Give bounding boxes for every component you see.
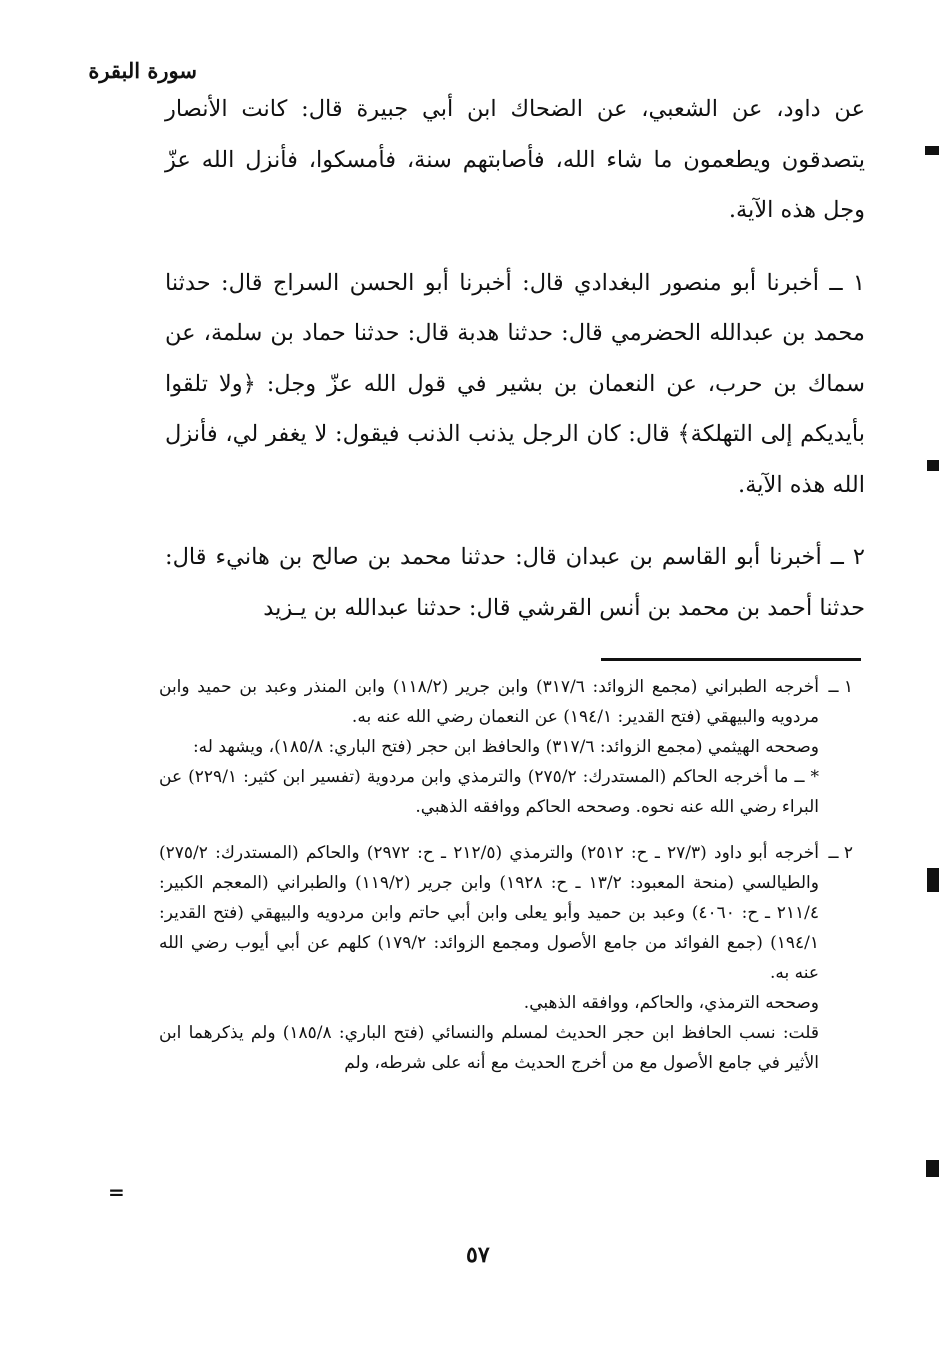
scan-edge-mark (926, 1160, 939, 1177)
footnote-line: أخرجه الطبراني (مجمع الزوائد: ٣١٧/٦) وابن جرير (١١٨/٢) وابن المنذر وعبد بن حميد وابن مردويه والبيهقي (فتح القدير: ١٩٤/١) عن النعمان رضي الله عنه به. (159, 677, 819, 727)
footnote-line: قلت: نسب الحافظ ابن حجر الحديث لمسلم والنسائي (فتح الباري: ١٨٥/٨) ولم يذكرهما ابن الأثير في جامع الأصول مع من أخرج الحديث مع أنه على شرطه، ولم (159, 1023, 819, 1073)
page-number: ٥٧ (466, 1242, 490, 1268)
scan-edge-mark (927, 460, 939, 471)
continuation-mark: = (108, 1180, 125, 1204)
scan-edge-mark (927, 868, 939, 892)
footnote (159, 672, 853, 822)
footnote-separator (601, 658, 861, 661)
body-paragraph: ٢ ــ أخبرنا أبو القاسم بن عبدان قال: حدثنا محمد بن صالح بن هانيء قال: حدثنا أحمد بن محمد بن أنس القرشي قال: حدثنا عبدالله بن يـزيد (165, 544, 865, 621)
running-header-title: سورة البقرة (88, 58, 197, 83)
footnote-line: وصححه الهيثمي (مجمع الزوائد: ٣١٧/٦) والحافظ ابن حجر (فتح الباري: ١٨٥/٨)، ويشهد له: (192, 737, 819, 757)
footnote-body (159, 838, 819, 1078)
footnotes (159, 672, 853, 1078)
footnote-line: * ــ ما أخرجه الحاكم (المستدرك: ٢٧٥/٢) والترمذي وابن مردوية (تفسير ابن كثير: ٢٢٩/١) عن البراء رضي الله عنه نحوه. وصححه الحاكم ووافقه الذهبي. (159, 767, 819, 817)
body-paragraph: عن داود، عن الشعبي، عن الضحاك ابن أبي جبيرة قال: كانت الأنصار يتصدقون ويطعمون ما شاء الله، فأصابتهم سنة، فأمسكوا، فأنزل الله عزّ وجل هذه الآية. (165, 96, 865, 223)
footnote-number: ٢ ــ (828, 843, 853, 863)
body-paragraph: ١ ــ أخبرنا أبو منصور البغدادي قال: أخبرنا أبو الحسن السراج قال: حدثنا محمد بن عبدالله الحضرمي قال: حدثنا هدبة قال: حدثنا حماد بن سلمة، عن سماك بن حرب، عن النعمان بن بشير في قول الله عزّ وجل: ﴿ولا تلقوا بأيديكم إلى التهلكة﴾ قال: كان الرجل يذنب الذنب فيقول: لا يغفر لي، فأنزل الله هذه الآية. (165, 269, 865, 498)
footnote-body (159, 672, 819, 822)
footnote (159, 838, 853, 1078)
footnote-number: ١ ــ (828, 677, 853, 697)
main-text (165, 84, 865, 633)
footnote-line: وصححه الترمذي، والحاكم، ووافقه الذهبي. (523, 993, 819, 1013)
footnote-line: أخرجه أبو داود (٢٧/٣ ـ ح: ٢٥١٢) والترمذي (٢١٢/٥ ـ ح: ٢٩٧٢) والحاكم (المستدرك: ٢٧٥/٢) والطيالسي (منحة المعبود: ١٣/٢ ـ ح: ١٩٢٨) وابن جرير (١١٩/٢) والطبراني (المعجم الكبير: ٢١١/٤ ـ ح: ٤٠٦٠) وعبد بن حميد وأبو يعلى وابن أبي حاتم وابن مردويه والبيهقي (فتح القدير: ١٩٤/١) (جمع الفوائد من جامع الأصول ومجمع الزوائد: ١٧٩/٢) كلهم عن أبي أيوب رضي الله عنه به. (159, 843, 819, 983)
scan-edge-mark (925, 146, 939, 155)
